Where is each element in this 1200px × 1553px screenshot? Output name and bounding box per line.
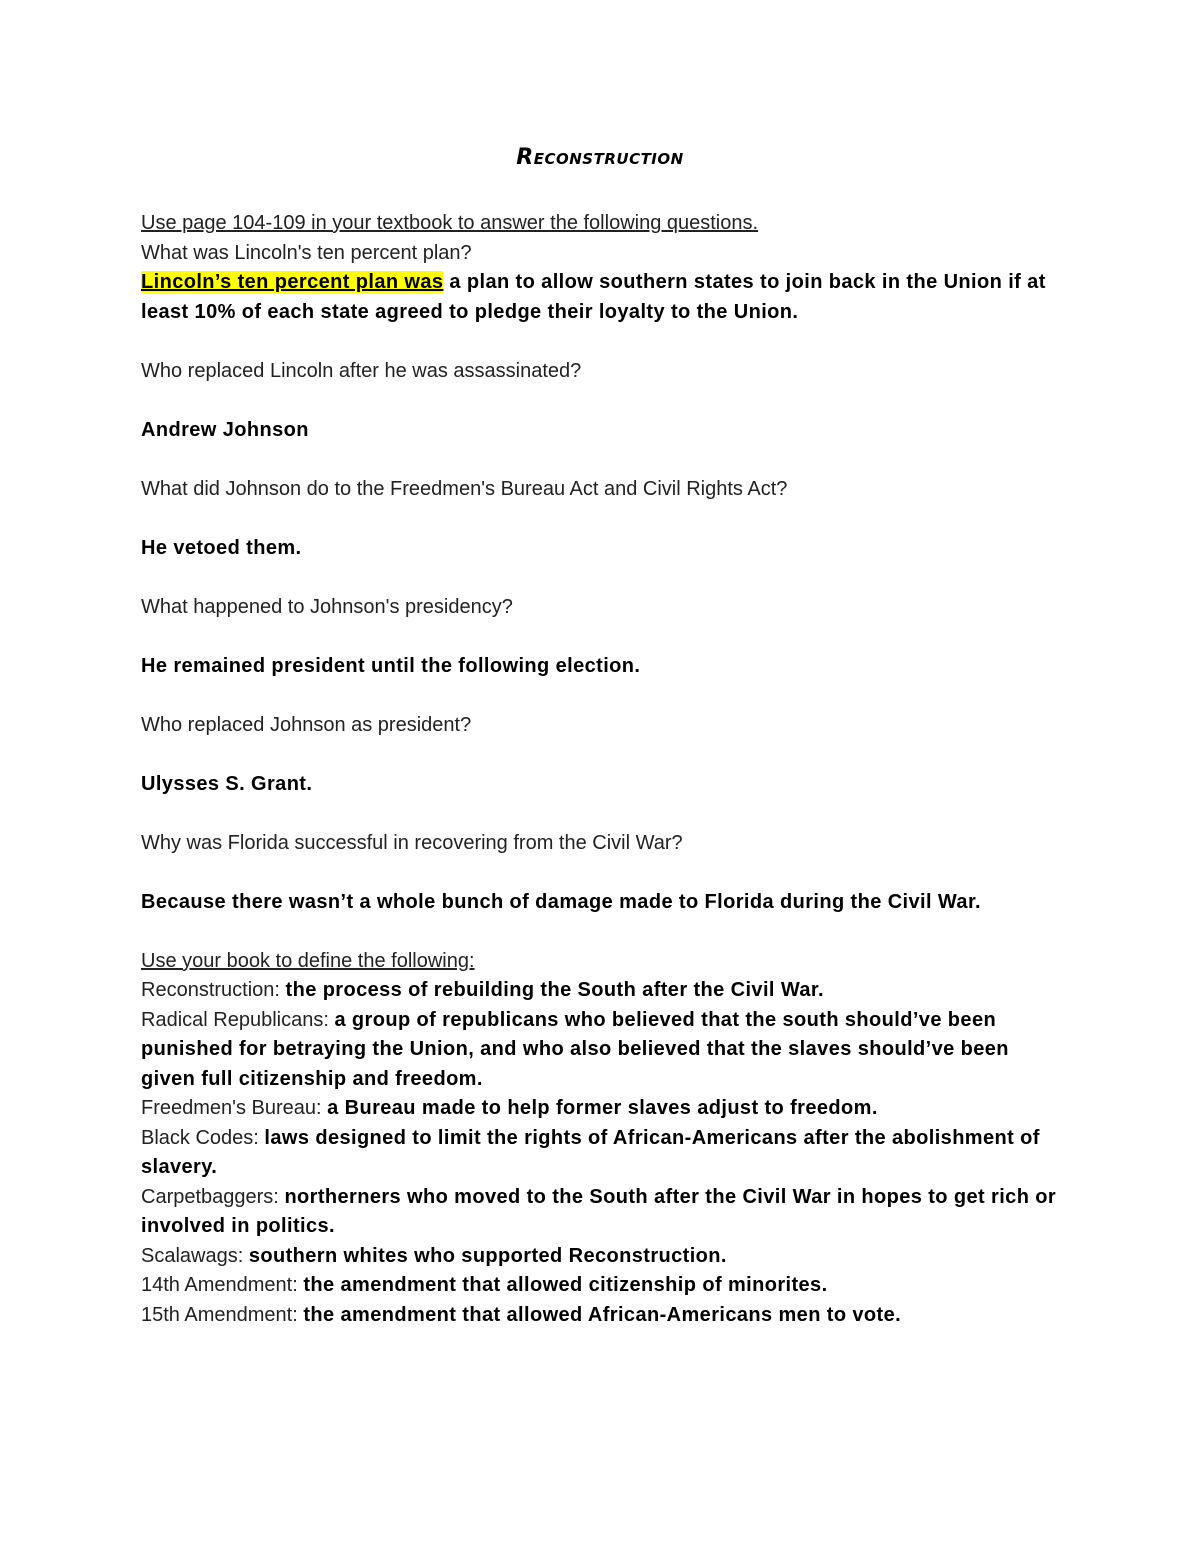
answer-4: He remained president until the following election. xyxy=(141,654,641,677)
answer-1-text: a plan to allow southern states to join back in the Union if at least 10% of each state agreed to pledge their loyalty to the Union. xyxy=(141,271,1046,323)
answer-5: Ulysses S. Grant. xyxy=(141,772,313,795)
term-definition: a Bureau made to help former slaves adjust to freedom. xyxy=(327,1097,878,1119)
highlighted-answer-text: Lincoln’s ten percent plan was xyxy=(141,271,444,293)
answer-6: Because there wasn’t a whole bunch of damage made to Florida during the Civil War. xyxy=(141,890,981,913)
page-title: Reconstruction xyxy=(516,145,684,170)
answer-2: Andrew Johnson xyxy=(141,418,309,441)
term-definition: northerners who moved to the South after the Civil War in hopes to get rich or involved in politics. xyxy=(141,1185,1057,1237)
term-label: 14th Amendment: xyxy=(141,1274,298,1296)
term-definition: the amendment that allowed African-Americans men to vote. xyxy=(303,1303,902,1326)
definition-scalawags xyxy=(141,1242,1061,1272)
term-definition: the amendment that allowed citizenship of minorites. xyxy=(303,1274,828,1296)
definition-freedmens-bureau xyxy=(141,1094,1061,1124)
definition-carpetbaggers xyxy=(141,1183,1061,1242)
term-definition: laws designed to limit the rights of African-Americans after the abolishment of slavery. xyxy=(141,1126,1040,1178)
instructions-definitions: Use your book to define the following: xyxy=(141,949,475,972)
definition-14th-amendment xyxy=(141,1271,1061,1301)
definition-15th-amendment xyxy=(141,1301,1061,1331)
term-label: Radical Republicans: xyxy=(141,1008,329,1031)
question-4: What happened to Johnson's presidency? xyxy=(141,595,513,618)
document-body xyxy=(141,209,1061,1330)
question-6: Why was Florida successful in recovering from the Civil War? xyxy=(141,831,683,854)
definition-reconstruction xyxy=(141,976,1061,1006)
term-label: Carpetbaggers: xyxy=(141,1185,279,1208)
answer-1 xyxy=(141,268,1061,327)
term-label: Scalawags: xyxy=(141,1244,244,1267)
term-label: 15th Amendment: xyxy=(141,1303,298,1326)
question-3: What did Johnson do to the Freedmen's Bureau Act and Civil Rights Act? xyxy=(141,477,788,500)
term-label: Reconstruction: xyxy=(141,979,280,1001)
question-2: Who replaced Lincoln after he was assassinated? xyxy=(141,359,582,382)
instructions-questions: Use page 104-109 in your textbook to answer the following questions. xyxy=(141,212,759,234)
definition-black-codes xyxy=(141,1124,1061,1183)
definition-radical-republicans xyxy=(141,1006,1061,1095)
term-label: Freedmen's Bureau: xyxy=(141,1097,322,1119)
question-5: Who replaced Johnson as president? xyxy=(141,713,472,736)
answer-3: He vetoed them. xyxy=(141,536,302,559)
term-definition: a group of republicans who believed that the south should’ve been punished for betraying the Union, and who also believed that the slaves should’ve been given full citizenship and freedom. xyxy=(141,1008,1009,1090)
question-1: What was Lincoln's ten percent plan? xyxy=(141,241,472,264)
term-definition: the process of rebuilding the South after the Civil War. xyxy=(285,979,824,1001)
term-label: Black Codes: xyxy=(141,1126,259,1149)
term-definition: southern whites who supported Reconstruction. xyxy=(248,1244,727,1267)
